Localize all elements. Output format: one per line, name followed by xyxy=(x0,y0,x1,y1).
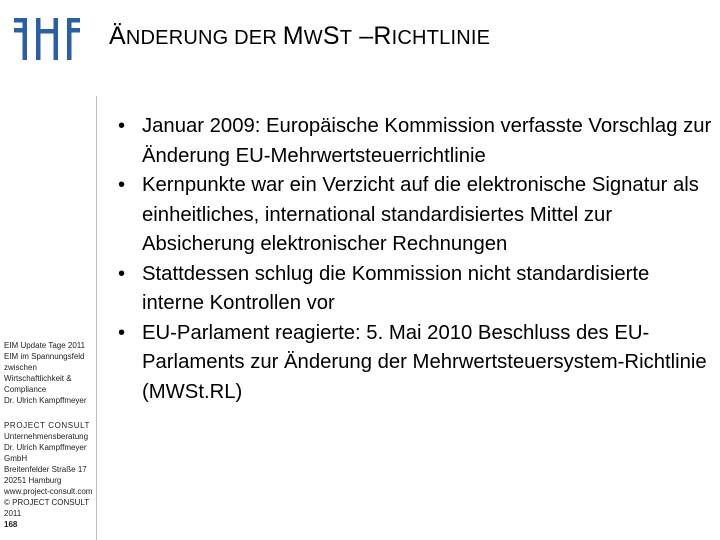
bullet-list xyxy=(114,112,716,407)
event-line: EIM im Spannungsfeld xyxy=(4,352,85,361)
event-line: Dr. Ulrich Kampffmeyer xyxy=(4,396,87,405)
event-line: Compliance xyxy=(4,385,47,394)
bullet-item: • Kernpunkte war ein Verzicht auf die elektronische Signatur als einheitliches, international standardisiertes Mittel zur Absicherung elektronischer Rechnungen xyxy=(114,171,716,260)
company-line: © PROJECT CONSULT xyxy=(4,498,90,507)
project-consult-logo xyxy=(14,18,80,60)
company-line: Unternehmensberatung xyxy=(4,432,89,441)
company-line: www.project-consult.com xyxy=(4,487,93,496)
event-line: EIM Update Tage 2011 xyxy=(4,341,86,350)
bullet-item: • Stattdessen schlug die Kommission nicht standardisierte interne Kontrollen vor xyxy=(114,260,716,319)
bullet-item: • Januar 2009: Europäische Kommission verfasste Vorschlag zur Änderung EU-Mehrwertsteuerrichtlinie xyxy=(114,112,716,171)
sidebar-info xyxy=(4,340,96,530)
company-line: PROJECT CONSULT xyxy=(4,421,91,430)
company-info xyxy=(4,420,96,530)
page-number: 168 xyxy=(4,520,18,529)
company-line: 2011 xyxy=(4,509,22,518)
company-line: GmbH xyxy=(4,454,28,463)
company-line: 20251 Hamburg xyxy=(4,476,62,485)
slide-title: ÄNDERUNG DER MWST –RICHTLINIE xyxy=(109,22,491,50)
bullet-item: • EU-Parlament reagierte: 5. Mai 2010 Beschluss des EU-Parlaments zur Änderung der Mehrwertsteuersystem-Richtlinie (MWSt.RL) xyxy=(114,319,716,408)
event-line: zwischen xyxy=(4,363,37,372)
event-info xyxy=(4,340,96,406)
event-line: Wirtschaftlichkeit & xyxy=(4,374,72,383)
company-line: Dr. Ulrich Kampffmeyer xyxy=(4,443,87,452)
company-line: Breitenfelder Straße 17 xyxy=(4,465,87,474)
